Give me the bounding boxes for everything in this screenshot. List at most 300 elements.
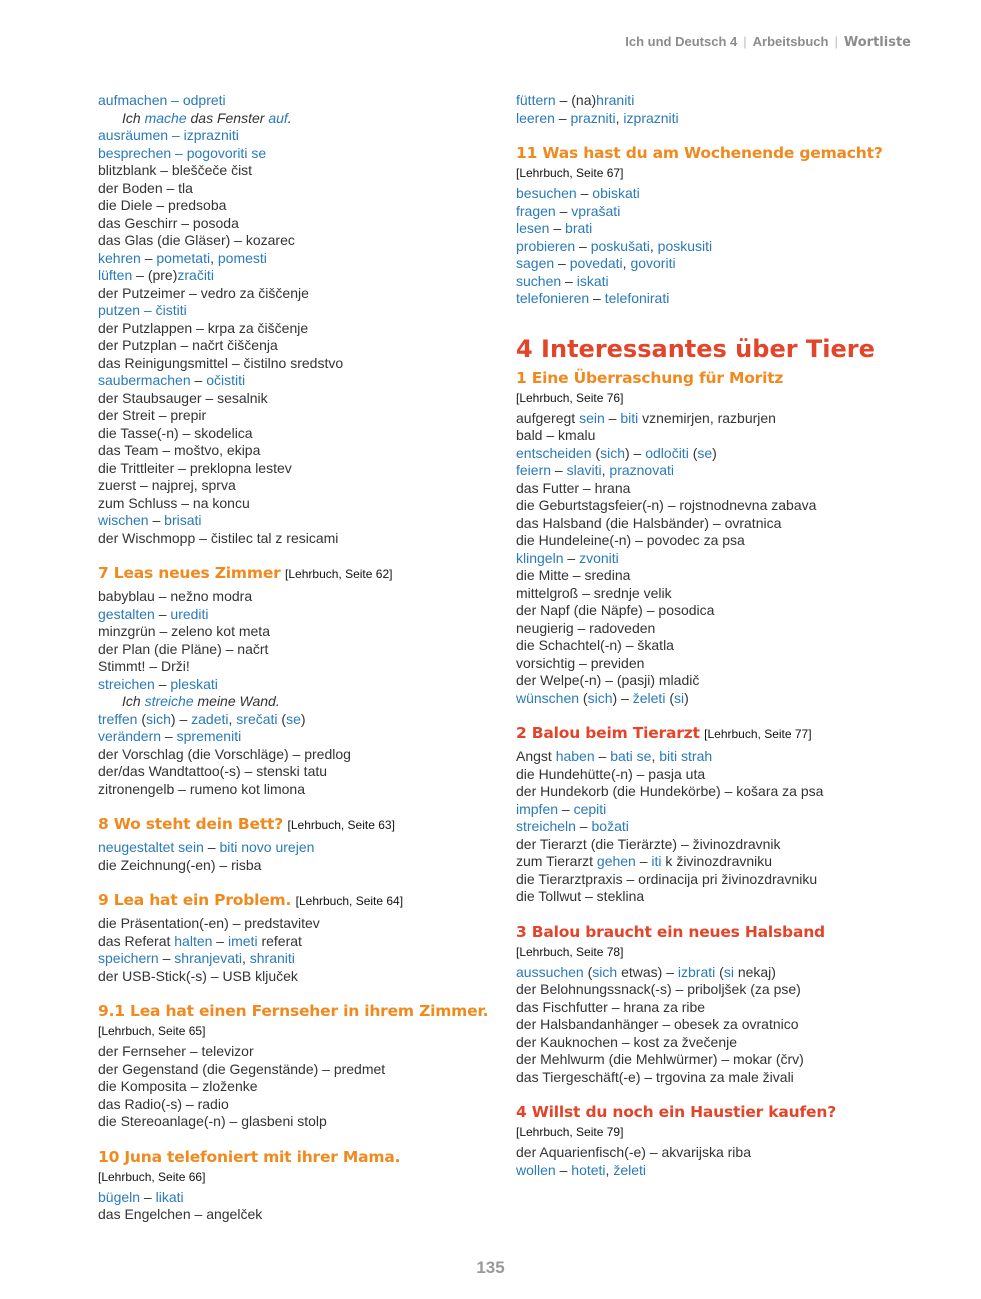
- entry-text: ,: [615, 109, 624, 126]
- section-title: 2 Balou beim Tierarzt: [516, 724, 700, 742]
- word-entry: [98, 390, 498, 408]
- word-entry: [516, 637, 896, 655]
- entry-term: haben: [555, 748, 595, 764]
- entry-term: pometati: [156, 249, 211, 266]
- word-entry: [98, 162, 498, 180]
- section-title: 3 Balou braucht ein neues Halsband: [516, 922, 825, 941]
- right-column: [516, 92, 896, 1179]
- entry-term: povedati: [569, 255, 623, 271]
- entry-term: kehren: [98, 249, 141, 266]
- entry-text: der Welpe(-n) – (pasji) mladič: [516, 672, 700, 688]
- word-entry: [516, 602, 896, 620]
- word-entry: [516, 427, 896, 445]
- entry-text: ,: [241, 950, 250, 966]
- word-entry: [98, 588, 498, 606]
- word-entry: [98, 711, 498, 729]
- entry-text: referat: [257, 932, 302, 949]
- entry-text: ) –: [612, 689, 633, 706]
- entry-text: –: [555, 202, 572, 219]
- entry-term: sein: [579, 409, 605, 426]
- entry-text: blitzblank – bleščeče čist: [98, 162, 253, 178]
- entry-term: brisati: [164, 512, 202, 528]
- entry-text: das Engelchen – angelček: [98, 1206, 263, 1222]
- word-entry: [98, 460, 498, 478]
- section-ref: [Lehrbuch, Seite 63]: [287, 818, 395, 832]
- entry-text: –: [555, 1161, 572, 1178]
- entry-text: –: [576, 185, 593, 201]
- entry-text: –: [203, 839, 220, 855]
- entry-term: likati: [155, 1188, 184, 1205]
- entry-term: saubermachen: [98, 372, 191, 388]
- section-title: 9 Lea hat ein Problem.: [98, 891, 292, 909]
- entry-term: biti strah: [659, 748, 713, 764]
- entry-term: želeti: [613, 1161, 646, 1178]
- word-entry: [98, 1206, 498, 1224]
- word-entry: [98, 857, 498, 875]
- section-heading-9-1: [98, 1001, 498, 1039]
- entry-text: das Referat: [98, 932, 175, 949]
- entry-text: der Putzlappen – krpa za čiščenje: [98, 319, 309, 336]
- word-entry: [98, 1061, 498, 1079]
- entry-text: die Hundeleine(-n) – povodec za psa: [516, 532, 745, 548]
- page-header: [625, 34, 911, 50]
- entry-text: neugierig – radoveden: [516, 619, 656, 636]
- word-entry: [98, 781, 498, 799]
- entry-term: si: [723, 963, 734, 980]
- entry-term: shraniti: [249, 950, 295, 966]
- entry-text: die Komposita – zloženke: [98, 1078, 258, 1094]
- entry-text: der Kauknochen – kost za žvečenje: [516, 1033, 738, 1050]
- entry-text: –: [158, 950, 175, 966]
- section-ref: [Lehrbuch, Seite 62]: [285, 567, 393, 581]
- word-list: [516, 92, 896, 127]
- entry-text: –: [635, 853, 652, 869]
- entry-text: die Stereoanlage(-n) – glasbeni stolp: [98, 1113, 327, 1129]
- entry-term: streicheln: [516, 818, 576, 834]
- word-entry: [516, 462, 896, 480]
- word-entry: [516, 550, 896, 568]
- word-entry: [98, 968, 498, 986]
- header-separator: |: [834, 34, 838, 49]
- entry-text: der Hundekorb (die Hundekörbe) – košara za psa: [516, 783, 824, 799]
- word-entry: [98, 372, 498, 390]
- entry-text: die Mitte – sredina: [516, 567, 631, 583]
- entry-term: verändern: [98, 728, 162, 744]
- word-entry: [98, 1189, 498, 1207]
- entry-text: (: [579, 689, 588, 706]
- section-ref: [Lehrbuch, Seite 64]: [295, 894, 404, 908]
- entry-term: lüften: [98, 267, 133, 283]
- entry-term: sich: [587, 689, 613, 706]
- entry-text: der Mehlwurm (die Mehlwürmer) – mokar (črv): [516, 1051, 804, 1067]
- entry-text: die Trittleiter – preklopna lestev: [98, 459, 292, 476]
- entry-term: pleskati: [170, 675, 218, 692]
- entry-text: ): [300, 710, 306, 727]
- entry-term: iskati: [576, 272, 609, 289]
- word-list: [98, 1189, 498, 1224]
- word-entry: [98, 1043, 498, 1061]
- word-entry: [98, 915, 498, 933]
- entry-text: etwas) –: [617, 963, 678, 980]
- entry-term: impfen: [516, 800, 559, 817]
- entry-term: besprechen – pogovoriti se: [98, 144, 267, 161]
- word-entry: [98, 232, 498, 250]
- entry-text: zuerst – najprej, sprva: [98, 477, 236, 493]
- entry-text: (: [715, 963, 724, 980]
- word-entry: [516, 999, 896, 1017]
- entry-term: spremeniti: [176, 728, 242, 744]
- entry-text: der Tierarzt (die Tierärzte) – živinozdravnik: [516, 835, 781, 852]
- word-entry: [98, 337, 498, 355]
- word-entry: [98, 477, 498, 495]
- entry-text: die Geburtstagsfeier(-n) – rojstnodnevna zabava: [516, 497, 817, 513]
- entry-text: das Glas (die Gläser) – kozarec: [98, 232, 295, 248]
- word-list: [98, 1043, 498, 1131]
- entry-term: imeti: [228, 932, 258, 949]
- section-title: 9.1 Lea hat einen Fernseher in ihrem Zimmer.: [98, 1002, 489, 1020]
- entry-text: der Putzplan – načrt čiščenja: [98, 337, 278, 353]
- entry-term: izprazniti: [623, 109, 679, 126]
- word-entry: [98, 92, 498, 110]
- entry-term: brati: [565, 220, 593, 236]
- section-ref: [Lehrbuch, Seite 66]: [98, 1169, 206, 1184]
- word-entry: [516, 110, 896, 128]
- word-entry: [98, 145, 498, 163]
- section-title: 7 Leas neues Zimmer: [98, 564, 281, 582]
- entry-term: srečati: [236, 710, 278, 727]
- entry-term: mache: [144, 109, 187, 126]
- entry-term: govoriti: [630, 255, 676, 271]
- entry-text: – (na): [555, 92, 597, 108]
- word-entry: [98, 320, 498, 338]
- entry-text: ) –: [170, 710, 192, 727]
- entry-text: zum Tierarzt: [516, 853, 597, 869]
- entry-text: –: [554, 255, 570, 271]
- entry-text: der Staubsauger – sesalnik: [98, 389, 268, 406]
- word-entry: [98, 302, 498, 320]
- book-title: Ich und Deutsch 4: [625, 34, 738, 49]
- word-entry: [516, 567, 896, 585]
- entry-text: ,: [622, 255, 631, 271]
- entry-text: –: [212, 932, 228, 949]
- word-list: [98, 915, 498, 985]
- book-part: Arbeitsbuch: [752, 34, 829, 49]
- entry-term: aussuchen: [516, 963, 584, 980]
- entry-term: zvoniti: [579, 549, 619, 566]
- word-entry: [516, 783, 896, 801]
- section-heading-10: [98, 1147, 498, 1185]
- entry-term: gestalten: [98, 605, 155, 622]
- word-entry: [98, 623, 498, 641]
- entry-text: vorsichtig – previden: [516, 654, 645, 671]
- entry-text: –: [575, 237, 591, 254]
- entry-term: füttern: [516, 92, 556, 108]
- entry-term: entscheiden: [516, 444, 592, 461]
- entry-term: fragen: [516, 202, 556, 219]
- word-entry: [516, 888, 896, 906]
- word-entry: [98, 763, 498, 781]
- word-entry: [516, 203, 896, 221]
- word-entry: [516, 220, 896, 238]
- entry-text: –: [549, 220, 566, 236]
- page-number: 135: [476, 1258, 505, 1277]
- entry-term: wollen: [516, 1161, 556, 1178]
- section-heading-r4: [516, 1102, 896, 1140]
- entry-text: der Aquarienfisch(-e) – akvarijska riba: [516, 1144, 751, 1160]
- section-title: 10 Juna telefoniert mit ihrer Mama.: [98, 1147, 401, 1166]
- entry-text: –: [561, 272, 577, 289]
- word-entry: [98, 676, 498, 694]
- entry-text: (: [665, 689, 674, 706]
- entry-text: Stimmt! – Drži!: [98, 658, 190, 674]
- entry-text: –: [148, 512, 165, 528]
- entry-text: das Futter – hrana: [516, 479, 631, 496]
- section-title: 1 Eine Überraschung für Moritz: [516, 368, 784, 387]
- entry-text: – (pre): [132, 267, 178, 283]
- word-entry: [98, 950, 498, 968]
- entry-text: ): [684, 689, 689, 706]
- entry-term: iti: [651, 853, 662, 869]
- section-ref: [Lehrbuch, Seite 67]: [516, 166, 624, 180]
- entry-text: –: [190, 372, 207, 388]
- entry-term: gehen: [596, 853, 636, 869]
- entry-term: slaviti: [566, 462, 602, 478]
- entry-text: die Diele – predsoba: [98, 197, 227, 213]
- word-entry: [516, 655, 896, 673]
- entry-text: k živinozdravniku: [661, 853, 773, 869]
- entry-text: vznemirjen, razburjen: [638, 409, 776, 426]
- word-entry: [516, 410, 896, 428]
- entry-text: der USB-Stick(-s) – USB ključek: [98, 967, 298, 984]
- entry-text: der Gegenstand (die Gegenstände) – predmet: [98, 1060, 386, 1077]
- entry-text: Ich: [122, 109, 145, 126]
- entry-text: der Napf (die Näpfe) – posodica: [516, 602, 715, 618]
- word-entry: [516, 532, 896, 550]
- entry-term: urediti: [170, 605, 209, 622]
- entry-text: die Tierarztpraxis – ordinacija pri živinozdravniku: [516, 870, 818, 887]
- entry-text: ,: [601, 462, 610, 478]
- entry-term: leeren: [516, 109, 555, 126]
- entry-text: –: [154, 675, 171, 692]
- word-entry: [516, 515, 896, 533]
- chapter-title: 4 Interessantes über Tiere: [516, 334, 875, 363]
- entry-text: der Belohnungssnack(-s) – priboljšek (za pse): [516, 981, 801, 997]
- entry-term: se: [697, 444, 713, 461]
- entry-term: praznovati: [609, 462, 674, 478]
- word-entry: [98, 215, 498, 233]
- word-entry: [516, 480, 896, 498]
- word-entry: [516, 273, 896, 291]
- entry-text: der Boden – tla: [98, 179, 193, 196]
- entry-text: (: [688, 444, 698, 461]
- entry-term: prazniti: [570, 109, 616, 126]
- word-entry: [98, 425, 498, 443]
- entry-text: –: [554, 109, 571, 126]
- word-entry: [98, 1078, 498, 1096]
- word-list: [98, 588, 498, 798]
- word-entry: [516, 1016, 896, 1034]
- word-entry: [98, 1113, 498, 1131]
- entry-text: der Wischmopp – čistilec tal z resicami: [98, 529, 339, 546]
- entry-text: meine Wand.: [193, 693, 280, 709]
- section-title: 8 Wo steht dein Bett?: [98, 815, 284, 833]
- entry-term: si: [674, 689, 685, 706]
- entry-text: babyblau – nežno modra: [98, 588, 253, 604]
- section-heading-9: [98, 890, 498, 911]
- entry-text: (: [137, 710, 146, 727]
- word-entry: [516, 871, 896, 889]
- word-entry: [98, 728, 498, 746]
- section-name: Wortliste: [843, 35, 911, 50]
- entry-text: der Fernseher – televizor: [98, 1043, 254, 1059]
- entry-text: zum Schluss – na koncu: [98, 494, 250, 511]
- entry-text: –: [551, 462, 567, 478]
- entry-text: das Geschirr – posoda: [98, 214, 239, 231]
- entry-term: telefonirati: [604, 290, 670, 306]
- word-entry: [516, 497, 896, 515]
- word-entry: [516, 185, 896, 203]
- word-entry: [516, 238, 896, 256]
- word-entry: [98, 110, 498, 128]
- entry-term: želeti: [632, 689, 666, 706]
- word-entry: [516, 290, 896, 308]
- word-entry: [98, 355, 498, 373]
- entry-term: božati: [591, 818, 629, 834]
- left-column: [98, 92, 498, 1224]
- section-heading-11: [516, 143, 896, 181]
- section-ref: [Lehrbuch, Seite 65]: [98, 1024, 206, 1038]
- word-entry: [98, 658, 498, 676]
- entry-term: izbrati: [677, 963, 716, 980]
- entry-term: probieren: [516, 237, 576, 254]
- entry-term: hraniti: [596, 92, 635, 108]
- entry-term: streiche: [144, 693, 194, 709]
- entry-term: bati se: [610, 748, 652, 764]
- word-entry: [516, 748, 896, 766]
- entry-term: očistiti: [206, 372, 246, 388]
- word-entry: [516, 255, 896, 273]
- entry-term: treffen: [98, 710, 138, 727]
- entry-term: zračiti: [177, 267, 214, 283]
- word-entry: [516, 585, 896, 603]
- word-entry: [516, 836, 896, 854]
- entry-text: –: [161, 728, 177, 744]
- section-heading-r3: [516, 922, 896, 960]
- entry-text: –: [594, 748, 611, 764]
- section-title: 11 Was hast du am Wochenende gemacht?: [516, 144, 883, 162]
- entry-text: das Team – moštvo, ekipa: [98, 442, 261, 458]
- entry-term: wischen: [98, 512, 149, 528]
- entry-term: streichen: [98, 675, 155, 692]
- entry-text: –: [154, 605, 171, 622]
- entry-text: der Vorschlag (die Vorschläge) – predlog: [98, 745, 351, 762]
- entry-text: ) –: [624, 444, 646, 461]
- entry-term: bügeln: [98, 1188, 141, 1205]
- word-entry: [516, 853, 896, 871]
- section-ref: [Lehrbuch, Seite 78]: [516, 944, 624, 959]
- entry-text: die Schachtel(-n) – škatla: [516, 637, 674, 653]
- entry-text: –: [140, 1188, 156, 1205]
- entry-text: die Tollwut – steklina: [516, 888, 645, 904]
- entry-text: der Putzeimer – vedro za čiščenje: [98, 284, 309, 301]
- word-entry: [98, 267, 498, 285]
- entry-term: biti novo urejen: [219, 839, 315, 855]
- entry-text: Angst: [516, 748, 556, 764]
- word-entry: [516, 445, 896, 463]
- entry-term: suchen: [516, 272, 562, 289]
- entry-term: sich: [592, 963, 618, 980]
- entry-text: der/das Wandtattoo(-s) – stenski tatu: [98, 763, 328, 779]
- entry-text: –: [558, 800, 574, 817]
- entry-text: –: [589, 290, 605, 306]
- entry-term: aufmachen – odpreti: [98, 92, 226, 108]
- entry-text: der Plan (die Pläne) – načrt: [98, 640, 269, 657]
- word-entry: [516, 1051, 896, 1069]
- word-entry: [98, 512, 498, 530]
- entry-text: der Halsbandanhänger – obesek za ovratnico: [516, 1016, 799, 1032]
- entry-term: halten: [174, 932, 213, 949]
- entry-text: .: [287, 109, 292, 126]
- word-entry: [98, 530, 498, 548]
- entry-text: das Radio(-s) – radio: [98, 1095, 229, 1112]
- entry-term: shranjevati: [174, 950, 242, 966]
- word-list: [98, 839, 498, 874]
- word-entry: [516, 1144, 896, 1162]
- word-entry: [516, 1162, 896, 1180]
- entry-term: feiern: [516, 462, 552, 478]
- entry-text: minzgrün – zeleno kot meta: [98, 623, 270, 639]
- word-entry: [98, 250, 498, 268]
- entry-term: putzen – čistiti: [98, 302, 187, 318]
- entry-text: der Streit – prepir: [98, 407, 207, 423]
- entry-text: –: [140, 249, 157, 266]
- word-entry: [98, 693, 498, 711]
- word-entry: [98, 495, 498, 513]
- entry-text: die Hundehütte(-n) – pasja uta: [516, 765, 706, 782]
- word-list: [98, 92, 498, 547]
- word-entry: [516, 818, 896, 836]
- word-entry: [98, 641, 498, 659]
- entry-term: telefonieren: [516, 290, 590, 306]
- word-list: [516, 748, 896, 906]
- entry-text: ,: [605, 1161, 614, 1178]
- word-entry: [98, 839, 498, 857]
- entry-text: mittelgroß – srednje velik: [516, 584, 672, 601]
- entry-term: se: [286, 710, 301, 727]
- word-entry: [516, 801, 896, 819]
- word-entry: [516, 92, 896, 110]
- entry-text: Ich: [122, 693, 145, 709]
- entry-text: ,: [649, 237, 658, 254]
- entry-text: (: [583, 963, 593, 980]
- entry-term: auf: [268, 109, 288, 126]
- word-entry: [516, 766, 896, 784]
- word-list: [516, 410, 896, 708]
- word-entry: [98, 1096, 498, 1114]
- header-separator: |: [743, 34, 747, 49]
- entry-term: zadeti: [191, 710, 229, 727]
- section-heading-8: [98, 814, 498, 835]
- entry-term: sich: [600, 444, 625, 461]
- word-entry: [516, 620, 896, 638]
- entry-term: odločiti: [645, 444, 689, 461]
- entry-term: poskušati: [590, 237, 650, 254]
- section-heading-r1: [516, 368, 896, 406]
- entry-term: speichern: [98, 950, 159, 966]
- word-entry: [98, 127, 498, 145]
- word-entry: [516, 1069, 896, 1087]
- entry-text: –: [575, 818, 592, 834]
